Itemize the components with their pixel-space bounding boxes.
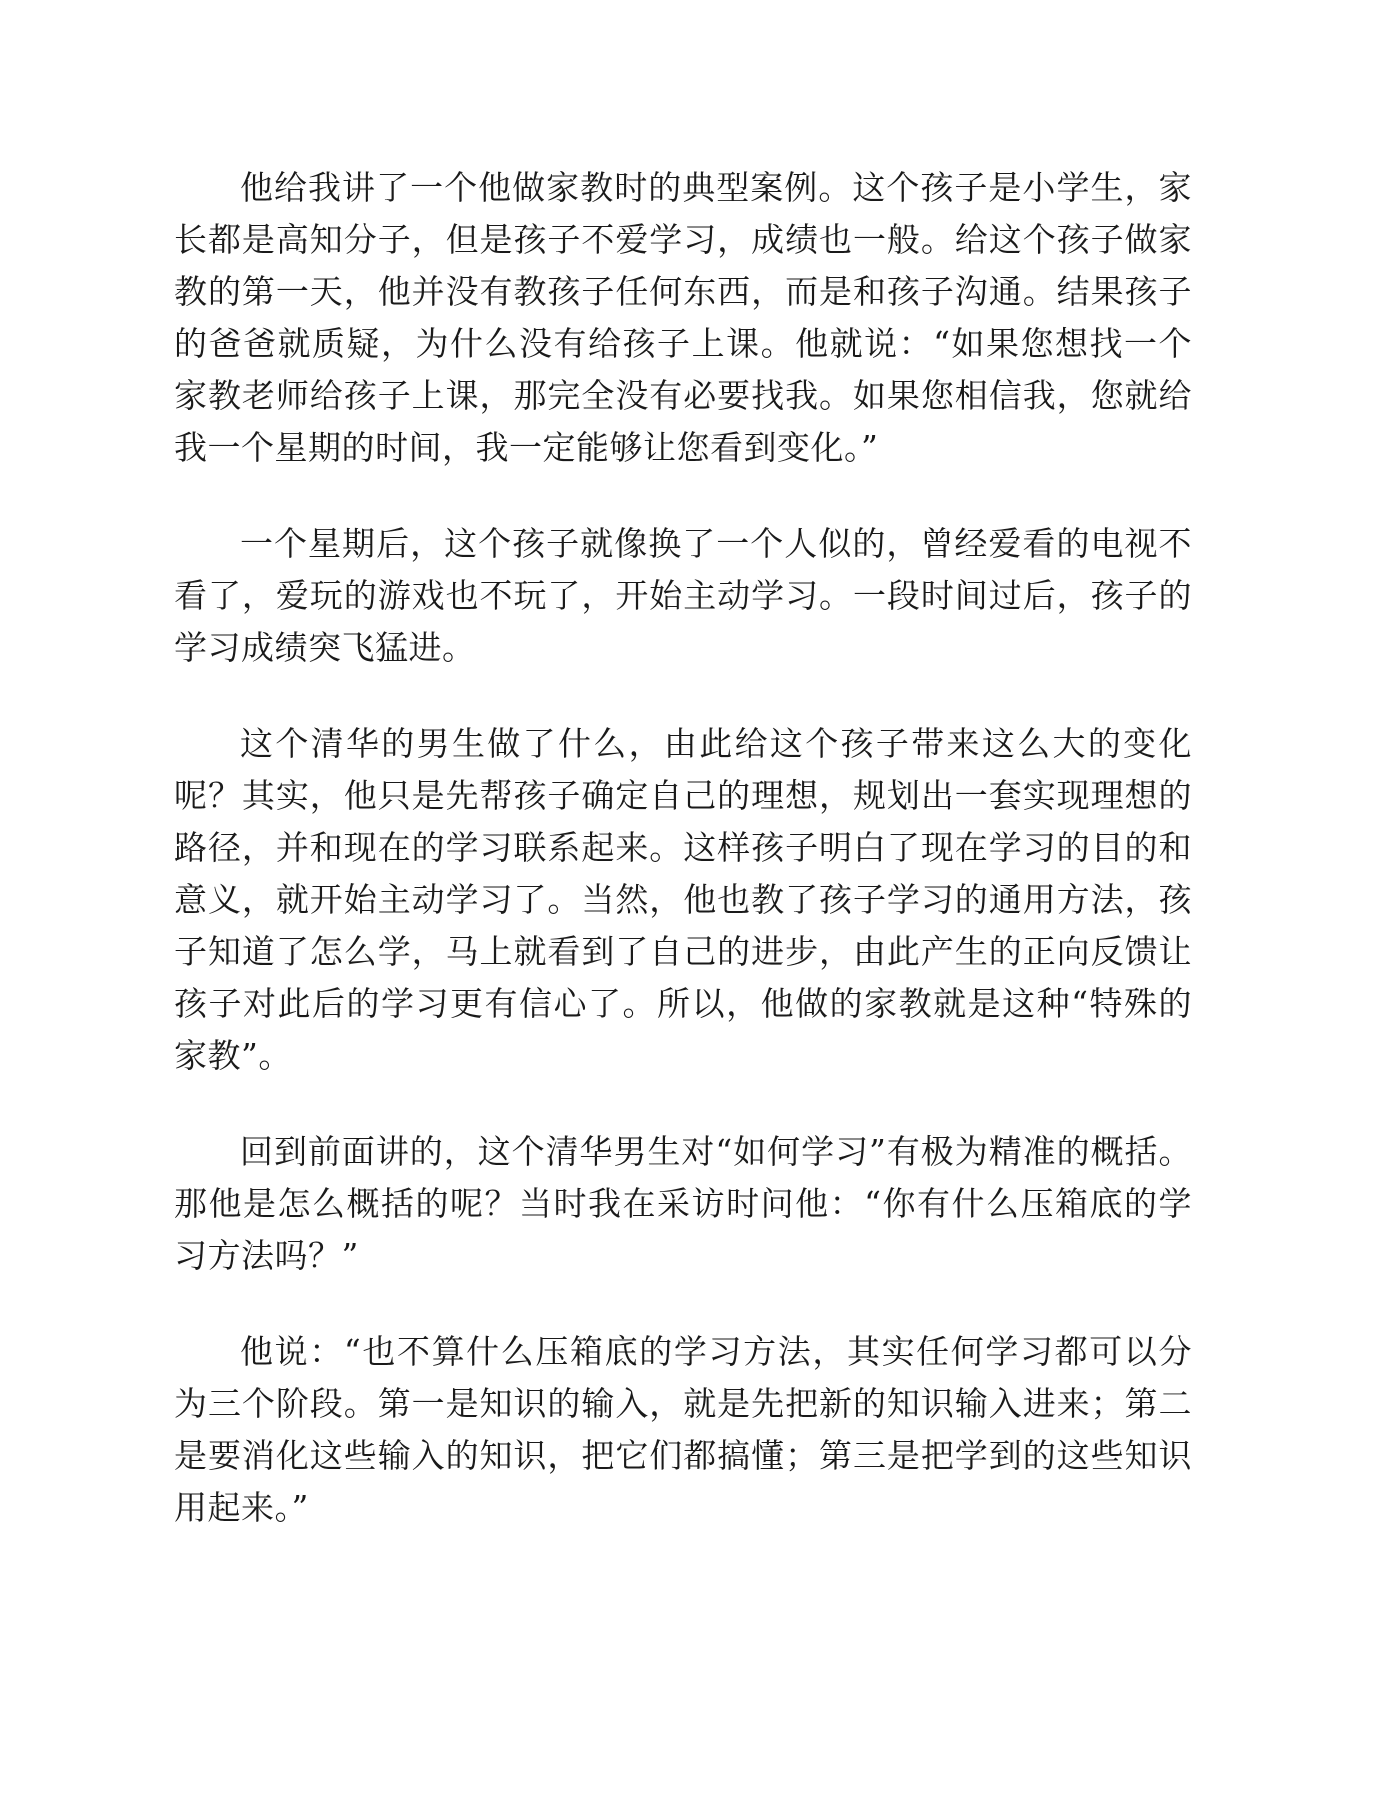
paragraph-4: 回到前面讲的，这个清华男生对“如何学习”有极为精准的概括。那他是怎么概括的呢？当时我在采访时问他：“你有什么压箱底的学习方法吗？” xyxy=(174,1132,1192,1275)
paragraph-3: 这个清华的男生做了什么，由此给这个孩子带来这么大的变化呢？其实，他只是先帮孩子确定自己的理想，规划出一套实现理想的路径，并和现在的学习联系起来。这样孩子明白了现在学习的目的和意义，就开始主动学习了。当然，他也教了孩子学习的通用方法，孩子知道了怎么学，马上就看到了自己的进步，由此产生的正向反馈让孩子对此后的学习更有信心了。所以，他做的家教就是这种“特殊的家教”。 xyxy=(174,724,1192,1075)
document-body xyxy=(174,162,1192,1578)
paragraph-1: 他给我讲了一个他做家教时的典型案例。这个孩子是小学生，家长都是高知分子，但是孩子不爱学习，成绩也一般。给这个孩子做家教的第一天，他并没有教孩子任何东西，而是和孩子沟通。结果孩子的爸爸就质疑，为什么没有给孩子上课。他就说：“如果您想找一个家教老师给孩子上课，那完全没有必要找我。如果您相信我，您就给我一个星期的时间，我一定能够让您看到变化。” xyxy=(174,168,1192,467)
paragraph-5: 他说：“也不算什么压箱底的学习方法，其实任何学习都可以分为三个阶段。第一是知识的输入，就是先把新的知识输入进来；第二是要消化这些输入的知识，把它们都搞懂；第三是把学到的这些知识用起来。” xyxy=(174,1332,1192,1527)
paragraph-2: 一个星期后，这个孩子就像换了一个人似的，曾经爱看的电视不看了，爱玩的游戏也不玩了，开始主动学习。一段时间过后，孩子的学习成绩突飞猛进。 xyxy=(174,524,1192,667)
